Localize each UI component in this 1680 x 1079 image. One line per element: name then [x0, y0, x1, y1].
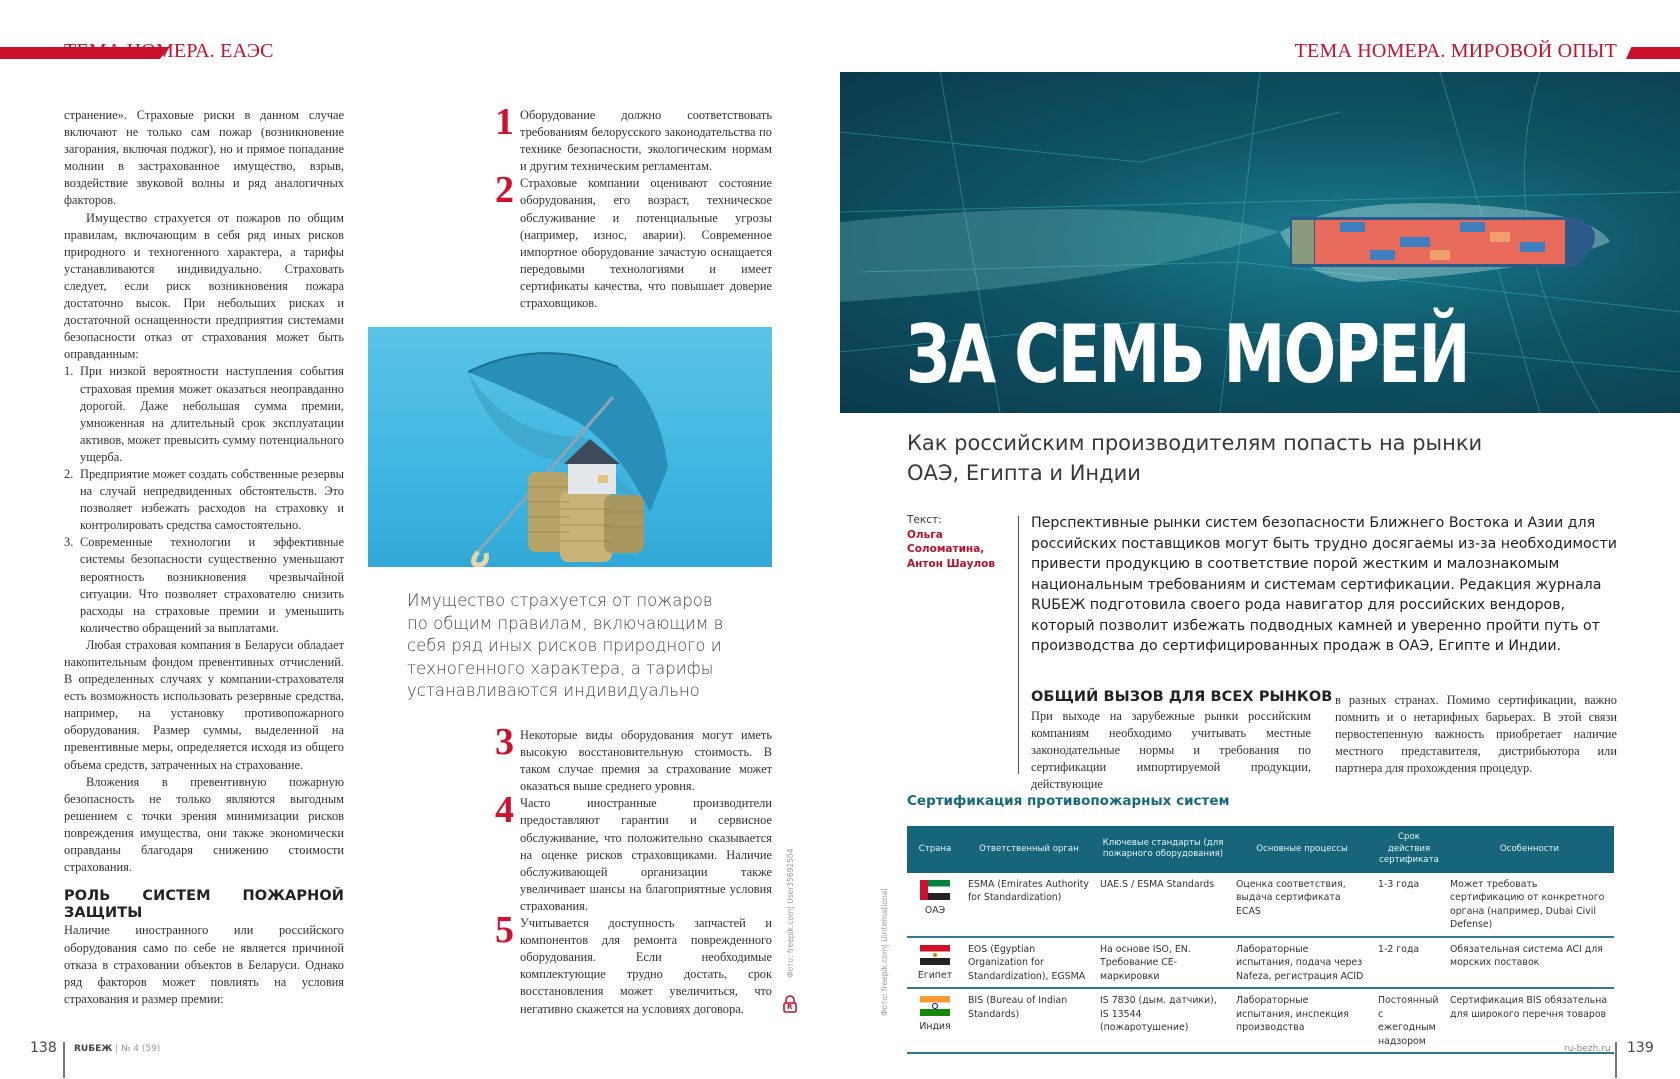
- body-column-b: в разных странах. Помимо сертификации, важно помнить и о нетарифных барьерах. В этой связи первостепенную важность приобретает наличие местного представителя, дистрибьютора или партнера для прохождения процедур.: [1335, 693, 1617, 776]
- list-item: [64, 363, 344, 466]
- footer-divider: [63, 1042, 65, 1078]
- table-row: [907, 988, 1614, 1053]
- table-header-row: [907, 826, 1614, 873]
- column-header: Особенности: [1445, 826, 1614, 873]
- umbrella-illustration: [368, 327, 772, 567]
- factor-number: 1: [495, 101, 514, 143]
- cell-notes: Сертификация BIS обязательна для широкого перечня товаров: [1445, 988, 1614, 1053]
- egypt-flag-icon: [920, 945, 950, 965]
- left-column-1: [64, 107, 344, 1008]
- cell-standards: IS 7830 (дым. датчики), IS 13544 (пожаротушение): [1095, 988, 1231, 1053]
- numbered-factor: [495, 789, 772, 915]
- list-text: При низкой вероятности наступления события страховая премия может оказаться неоправданно дорогой. Даже небольшая сумма премии, умноженная на длительный срок эксплуатации активов, может превысить сумму потенциального ущерба.: [80, 364, 344, 464]
- country-name: Индия: [919, 1021, 951, 1032]
- table-row: [907, 873, 1614, 937]
- section-title-right: ТЕМА НОМЕРА. МИРОВОЙ ОПЫТ: [1294, 40, 1617, 62]
- photo-credit-right: Фото: freepik.com| Uinternational: [880, 888, 889, 1016]
- body-column-a: При выходе на зарубежные рынки российским компаниям необходимо учитывать местные законодательные нормы и требования по сертификации импортируемой продукции, действующие: [1031, 709, 1311, 792]
- list-text: Современные технологии и эффективные системы безопасности существенно уменьшают вероятность возникновения чрезвычайной ситуации. Что позволяет страхователю снизить расходы на страховые премии и уменьшить количество обращений за выплатами.: [80, 535, 344, 635]
- author-name: Ольга: [907, 528, 943, 541]
- pull-quote: Имущество страхуется от пожаров по общим правилам, включающим в себя ряд иных рисков природного и техногенного характера, а тарифы устанавливаются индивидуально: [407, 591, 724, 701]
- numbered-factor: [495, 169, 772, 312]
- list-item: [64, 466, 344, 534]
- byline: [907, 513, 1007, 571]
- uae-flag-icon: [920, 880, 950, 900]
- numbered-list: [64, 363, 344, 637]
- paragraph: Вложения в превентивную пожарную безопасность не только являются выгодным решением с точки зрения минимизации рисков повреждения имущества, они также экономически оправданы благодаря снижению стоимости страхования.: [64, 774, 344, 875]
- cell-process: Лабораторные испытания, подача через Nafeza, регистрация ACID: [1231, 937, 1373, 989]
- cell-standards: UAE.S / ESMA Standards: [1095, 873, 1231, 937]
- end-mark-icon: [783, 995, 797, 1013]
- column-header: Страна: [907, 826, 963, 873]
- factor-text: Часто иностранные производители предоставляют гарантии и сервисное обслуживание, что положительно сказывается на оценке рисков страховщиками. Наличие обслуживающей организации также увеличивает шансы на благоприятные условия страхования.: [520, 796, 772, 913]
- factor-number: 4: [495, 789, 514, 832]
- country-cell: [907, 988, 963, 1053]
- end-mark-letter: R: [787, 1003, 793, 1011]
- country-cell: [907, 937, 963, 989]
- section-title-left: ТЕМА НОМЕРА. ЕАЭС: [64, 40, 274, 62]
- author-name: Соломатина,: [907, 543, 985, 555]
- country-cell: [907, 873, 963, 937]
- factor-number: 5: [495, 909, 514, 952]
- hero-ship-photo: [840, 72, 1680, 413]
- list-number: 3.: [64, 535, 74, 550]
- factor-number: 3: [495, 721, 514, 763]
- cell-term: 1-3 года: [1373, 873, 1445, 937]
- factor-number: 2: [495, 169, 514, 212]
- cell-notes: Обязательная система ACI для морских поставок: [1445, 937, 1614, 989]
- paragraph: Любая страховая компания в Беларуси обладает накопительным фондом превентивных отчислений. В определенных случаях у компании-страхователя есть возможность использовать резервные средства, например, на установку противопожарного оборудования. Размер суммы, выделенной на превентивные меры, определяется исходя из общего объема средств, затраченных на страхование.: [64, 637, 344, 772]
- cell-notes: Может требовать сертификацию от конкретного органа (например, Dubai Civil Defense): [1445, 873, 1614, 937]
- byline-label: Текст:: [907, 514, 942, 526]
- subtitle-line-1: Как российским производителям попасть на рынки: [907, 431, 1483, 455]
- subtitle-line-2: ОАЭ, Египта и Индии: [907, 461, 1141, 485]
- factor-text: Некоторые виды оборудования могут иметь высокую восстановительную стоимость. В таком случае премия за страхование может оказаться выше среднего уровня.: [520, 728, 772, 794]
- page-number-right: 139: [1627, 1040, 1654, 1056]
- column-header: Основные процессы: [1231, 826, 1373, 873]
- paragraph: странение». Страховые риски в данном случае включают не только сам пожар (возникновение загорания, включая поджог), но и прямое попадание молнии в застрахованное имущество, взрыв, воздействие звуковой волны и ряд аналогичных факторов.: [64, 108, 344, 208]
- section-heading: РОЛЬ СИСТЕМ ПОЖАРНОЙ ЗАЩИТЫ: [64, 888, 344, 922]
- article-subtitle: [907, 428, 1607, 488]
- table-row: [907, 937, 1614, 989]
- umbrella-coins-photo: [368, 327, 772, 567]
- cell-body: ESMA (Emirates Authority for Standardization): [963, 873, 1095, 937]
- issue-number: | № 4 (59): [115, 1044, 161, 1054]
- cell-term: 1-2 года: [1373, 937, 1445, 989]
- india-flag-icon: [920, 996, 950, 1016]
- headline: ЗА СЕМЬ МОРЕЙ: [906, 308, 1469, 401]
- factor-text: Учитывается доступность запчастей и компонентов для ремонта поврежденного оборудования. Если необходимые комплектующие трудно достать, срок восстановления может увеличиться, что негативно скажется на условиях договора.: [520, 916, 772, 1016]
- list-text: Предприятие может создать собственные резервы на случай непредвиденных обстоятельств. Это позволяет избежать расходов на страховку и контролировать средства самостоятельно.: [80, 466, 344, 533]
- factor-text: Оборудование должно соответствовать требованиям белорусского законодательства по технике безопасности, экологическим нормам и другим техническим регламентам.: [520, 108, 772, 174]
- table-title: Сертификация противопожарных систем: [907, 793, 1230, 809]
- column-header: Ответственный орган: [963, 826, 1095, 873]
- certification-table: [907, 826, 1614, 1054]
- cell-process: Лабораторные испытания, инспекция производства: [1231, 988, 1373, 1053]
- footer-site: ru-bezh.ru: [1564, 1044, 1611, 1054]
- numbered-factor: [495, 909, 772, 1018]
- author-name: Антон Шаулов: [907, 557, 996, 570]
- numbered-factor: [495, 721, 772, 795]
- byline-divider: [1018, 516, 1019, 774]
- photo-credit-left: Фото: freepik.com| User35692504: [786, 848, 795, 978]
- cell-process: Оценка соответствия, выдача сертификата ECAS: [1231, 873, 1373, 937]
- left-column-2-bottom: [495, 721, 772, 1018]
- paragraph: Наличие иностранного или российского оборудования само по себе не является причиной отказа в страховании объектов в Беларуси. Однако ряд факторов может повлиять на условия страхования и размер премии:: [64, 923, 344, 1006]
- container-ship: [1290, 217, 1595, 267]
- country-name: Египет: [917, 969, 953, 981]
- section-bar-right: [1626, 47, 1680, 59]
- cell-term: Постоянный с ежегодным надзором: [1373, 988, 1445, 1053]
- factor-text: Страховые компании оценивают состояние оборудования, его возраст, техническое обслуживание и потенциальные угрозы (например, износ, аварии). Современное импортное оборудование зачастую оснащается передовыми технологиями и имеет сертификаты качества, что повышает доверие страховщиков.: [520, 176, 772, 311]
- list-number: 2.: [64, 466, 74, 481]
- footer-divider: [1615, 1042, 1617, 1078]
- column-header: Ключевые стандарты (для пожарного оборудования): [1095, 826, 1231, 873]
- article-lead: Перспективные рынки систем безопасности Ближнего Востока и Азии для российских поставщиков могут быть трудно досягаемы из-за необходимости привести продукцию в соответствие порой жестким и малознакомым национальным требованиям и системам сертификации. Редакция журнала RUБЕЖ подготовила своего рода навигатор для российских вендоров, который позволит избежать подводных камней и уверенно пройти путь от производства до сертифицированных продаж в ОАЭ, Египте и Индии.: [1031, 515, 1617, 654]
- column-header: Срок действия сертификата: [1373, 826, 1445, 873]
- section-heading: ОБЩИЙ ВЫЗОВ ДЛЯ ВСЕХ РЫНКОВ: [1031, 689, 1333, 705]
- left-column-2-top: [495, 101, 772, 312]
- paragraph: Имущество страхуется от пожаров по общим правилам, включающим в себя ряд иных рисков природного и техногенного характера, а тарифы устанавливаются индивидуально. Страховать следует, если риск возникновения пожара достаточно высок. При небольших рисках и достаточной оснащенности предприятия системами безопасности отказ от страхования может быть оправданным:: [64, 210, 344, 362]
- numbered-factor: [495, 101, 772, 175]
- country-name: ОАЭ: [924, 904, 946, 916]
- page-number-left: 138: [30, 1040, 57, 1056]
- list-item: [64, 534, 344, 637]
- cell-body: EOS (Egyptian Organization for Standardization), EGSMA: [963, 937, 1095, 989]
- footer-brand: [74, 1044, 160, 1054]
- brand-logo: RUБЕЖ: [74, 1044, 113, 1054]
- cell-body: BIS (Bureau of Indian Standards): [963, 988, 1095, 1053]
- list-number: 1.: [64, 364, 74, 379]
- cell-standards: На основе ISO, EN. Требование CE-маркировки: [1095, 937, 1231, 989]
